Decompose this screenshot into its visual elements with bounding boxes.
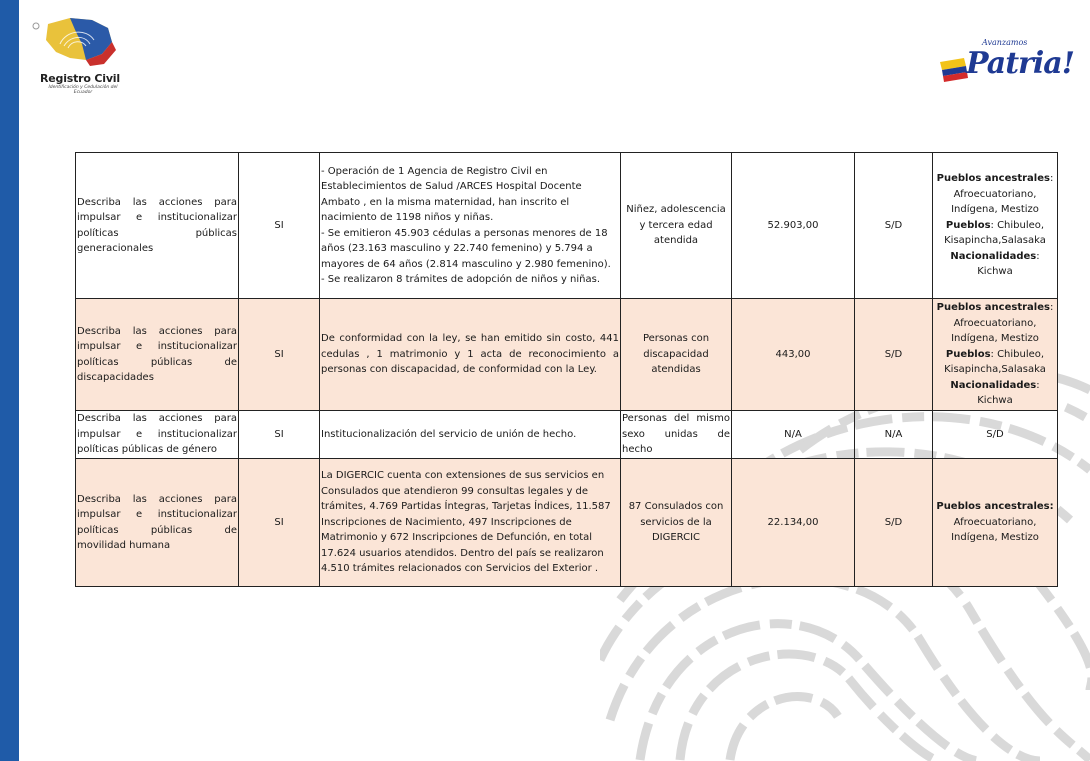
table-row (76, 153, 1058, 299)
population-cell: Personas del mismo sexo unidas de hecho (621, 411, 732, 459)
table-row (76, 459, 1058, 587)
left-accent-bar (0, 0, 19, 761)
policy-actions-table (75, 152, 1058, 587)
groups-cell: Pueblos ancestrales: Afroecuatoriano, Indígena, Mestizo (933, 459, 1058, 587)
ecuador-map-logo-icon (30, 14, 130, 74)
applies-cell: SI (239, 411, 320, 459)
population-cell: Niñez, adolescencia y tercera edad atendida (621, 153, 732, 299)
table-row (76, 411, 1058, 459)
logo-subtitle: Identificación y Cedulación del Ecuador (48, 85, 118, 95)
applies-cell: SI (239, 299, 320, 411)
logo-title: Registro Civil (40, 72, 120, 85)
groups-cell: Pueblos ancestrales: Afroecuatoriano, Indígena, Mestizo Pueblos: Chibuleo, Kisapincha,Salasaka Nacionalidades: Kichwa (933, 153, 1058, 299)
logo-tagline: Avanzamos (982, 38, 1028, 47)
population-cell: 87 Consulados con servicios de la DIGERCIC (621, 459, 732, 587)
detail-cell: Institucionalización del servicio de unión de hecho. (320, 411, 621, 459)
applies-cell: SI (239, 459, 320, 587)
groups-cell: Pueblos ancestrales: Afroecuatoriano, Indígena, Mestizo Pueblos: Chibuleo, Kisapincha,Salasaka Nacionalidades: Kichwa (933, 299, 1058, 411)
action-cell: Describa las acciones para impulsar e institucionalizar políticas públicas de movilidad humana (76, 459, 239, 587)
sd-cell: S/D (855, 299, 933, 411)
action-cell: Describa las acciones para impulsar e institucionalizar políticas públicas de discapacidades (76, 299, 239, 411)
sd-cell: S/D (855, 153, 933, 299)
registro-civil-logo (30, 14, 130, 104)
budget-cell: 22.134,00 (732, 459, 855, 587)
detail-cell: De conformidad con la ley, se han emitido sin costo, 441 cedulas , 1 matrimonio y 1 acta de reconocimiento a personas con discapacidad, de conformidad con la Ley. (320, 299, 621, 411)
avanzamos-patria-logo (938, 36, 1074, 88)
population-cell: Personas con discapacidad atendidas (621, 299, 732, 411)
budget-cell: N/A (732, 411, 855, 459)
table-row (76, 299, 1058, 411)
detail-cell: La DIGERCIC cuenta con extensiones de sus servicios en Consulados que atendieron 99 consultas legales y de trámites, 4.769 Partidas Íntegras, Tarjetas Índices, 11.587 Inscripciones de Nacimiento, 497 Inscripciones de Matrimonio y 672 Inscripciones de Defunción, en total 17.624 usuarios atendidos. Dentro del país se realizaron 4.510 trámites relacionados con Servicios del Exterior . (320, 459, 621, 587)
action-cell: Describa las acciones para impulsar e institucionalizar políticas públicas generacionales (76, 153, 239, 299)
sd-cell: S/D (855, 459, 933, 587)
applies-cell: SI (239, 153, 320, 299)
detail-cell: - Operación de 1 Agencia de Registro Civil en Establecimientos de Salud /ARCES Hospital Docente Ambato , en la misma maternidad, han inscrito el nacimiento de 1198 niños y niñas. - Se emitieron 45.903 cédulas a personas menores de 18 años (23.163 masculino y 22.740 femenino) y 5.794 a mayores de 64 años (2.814 masculino y 2.980 femenino). - Se realizaron 8 trámites de adopción de niños y niñas. (320, 153, 621, 299)
groups-cell: S/D (933, 411, 1058, 459)
sd-cell: N/A (855, 411, 933, 459)
action-cell: Describa las acciones para impulsar e institucionalizar políticas públicas de género (76, 411, 239, 459)
budget-cell: 443,00 (732, 299, 855, 411)
logo-word: Patria! (966, 46, 1074, 81)
budget-cell: 52.903,00 (732, 153, 855, 299)
flag-stripes-icon (938, 58, 968, 82)
